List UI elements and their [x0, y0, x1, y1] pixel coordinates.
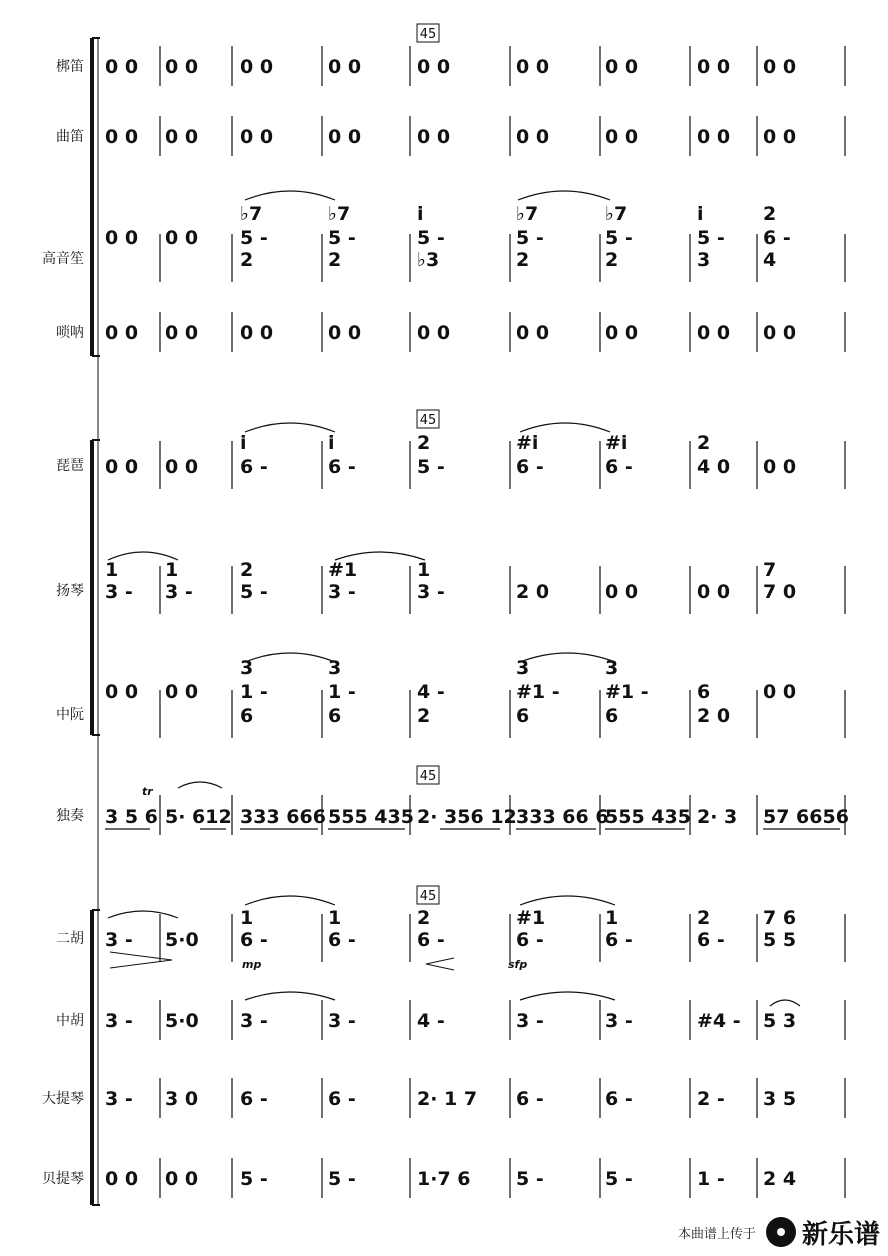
tie-zhonghu-3	[770, 1000, 800, 1006]
notes-solo-1: 5· 612	[165, 806, 232, 828]
instrument-label-erhu: 二胡	[56, 931, 84, 947]
notes-solo-8: 57 6656	[763, 806, 849, 828]
notes-bangdi-6: 0 0	[605, 56, 639, 78]
rehearsal-mark-2: 45	[419, 769, 437, 784]
notes-erhu-bot-1: 5·0	[165, 929, 199, 951]
brand-name: 新乐谱	[801, 1219, 880, 1250]
notes-erhu-top-6: 1	[605, 907, 619, 929]
notes-sheng-bot-6: 2	[605, 249, 619, 271]
notes-sheng-top-5: ♭7	[516, 203, 539, 225]
notes-suona-3: 0 0	[328, 322, 362, 344]
record-disc-icon	[766, 1217, 796, 1247]
notes-datiqin-1: 3 0	[165, 1088, 199, 1110]
notes-suona-2: 0 0	[240, 322, 274, 344]
notes-suona-7: 0 0	[697, 322, 731, 344]
notes-sheng-top-8: 2	[763, 203, 777, 225]
notes-sheng-mid-0: 0 0	[105, 227, 139, 249]
notes-yangqin-top-4: 1	[417, 559, 431, 581]
notes-suona-8: 0 0	[763, 322, 797, 344]
notes-zhonghu-1: 5·0	[165, 1010, 199, 1032]
notes-zhongruan-bot-2: 6	[240, 705, 254, 727]
notes-zhongruan-mid-8: 0 0	[763, 681, 797, 703]
instrument-label-bangdi: 梆笛	[56, 59, 84, 75]
notes-solo-0: 3 5 6	[105, 806, 158, 828]
notes-bangdi-5: 0 0	[516, 56, 550, 78]
notes-sheng-mid-1: 0 0	[165, 227, 199, 249]
notes-sheng-bot-5: 2	[516, 249, 530, 271]
notes-qudi-0: 0 0	[105, 126, 139, 148]
notes-erhu-top-5: #1	[516, 907, 546, 929]
notes-datiqin-7: 2 -	[697, 1088, 725, 1110]
notes-yangqin-top-0: 1	[105, 559, 119, 581]
notes-zhongruan-mid-7: 6	[697, 681, 711, 703]
instrument-label-suona: 唢呐	[56, 325, 84, 341]
notes-datiqin-3: 6 -	[328, 1088, 356, 1110]
notes-qudi-4: 0 0	[417, 126, 451, 148]
notes-sheng-mid-5: 5 -	[516, 227, 544, 249]
instrument-label-zhongruan: 中阮	[56, 707, 84, 723]
notes-yangqin-bot-1: 3 -	[165, 581, 193, 603]
notes-suona-5: 0 0	[516, 322, 550, 344]
hairpin-decresc	[110, 952, 172, 968]
notes-bangdi-1: 0 0	[165, 56, 199, 78]
notes-erhu-bot-5: 6 -	[516, 929, 544, 951]
notes-bangdi-2: 0 0	[240, 56, 274, 78]
instrument-label-beitiqin: 贝提琴	[42, 1171, 84, 1187]
notes-solo-4: 2· 356 12	[417, 806, 517, 828]
notes-datiqin-6: 6 -	[605, 1088, 633, 1110]
notes-zhongruan-top-2: 3	[240, 657, 254, 679]
rehearsal-mark-0: 45	[419, 27, 437, 42]
notes-zhongruan-bot-5: 6	[516, 705, 530, 727]
slur-solo-1	[178, 782, 222, 788]
notes-zhongruan-bot-4: 2	[417, 705, 431, 727]
notes-erhu-top-7: 2	[697, 907, 711, 929]
tie-sheng-2	[518, 191, 610, 200]
notes-erhu-bot-4: 6 -	[417, 929, 445, 951]
notes-zhongruan-top-5: 3	[516, 657, 530, 679]
notes-beitiqin-4: 1·7 6	[417, 1168, 471, 1190]
notes-zhongruan-mid-2: 1 -	[240, 681, 268, 703]
tie-erhu-1	[245, 896, 335, 905]
notes-zhonghu-8: 5 3	[763, 1010, 797, 1032]
notes-bangdi-4: 0 0	[417, 56, 451, 78]
notes-sheng-bot-2: 2	[240, 249, 254, 271]
brand-logo[interactable]	[766, 1214, 880, 1251]
trill-mark: tr	[142, 785, 153, 798]
notes-yangqin-top-3: #1	[328, 559, 358, 581]
notes-erhu-bot-3: 6 -	[328, 929, 356, 951]
rehearsal-mark-3: 45	[419, 889, 437, 904]
notes-pipa-bot-6: 6 -	[605, 456, 633, 478]
tie-erhu-3	[108, 911, 178, 918]
notes-zhonghu-2: 3 -	[240, 1010, 268, 1032]
notes-sheng-mid-3: 5 -	[328, 227, 356, 249]
footer	[678, 1214, 880, 1250]
notes-pipa-top-2: i	[240, 432, 247, 454]
notes-yangqin-bot-7: 0 0	[697, 581, 731, 603]
notes-sheng-mid-4: 5 -	[417, 227, 445, 249]
notes-solo-2: 333 666	[240, 806, 326, 828]
notes-zhonghu-5: 3 -	[516, 1010, 544, 1032]
notes-datiqin-8: 3 5	[763, 1088, 797, 1110]
notes-sheng-mid-7: 5 -	[697, 227, 725, 249]
notes-zhongruan-mid-5: #1 -	[516, 681, 560, 703]
dynamic-sfp: sfp	[508, 958, 528, 971]
notes-erhu-bot-6: 6 -	[605, 929, 633, 951]
notes-pipa-bot-0: 0 0	[105, 456, 139, 478]
notes-sheng-mid-2: 5 -	[240, 227, 268, 249]
notes-pipa-top-3: i	[328, 432, 335, 454]
notes-pipa-top-6: #i	[605, 432, 628, 454]
notes-solo-3: 555 435	[328, 806, 414, 828]
notes-qudi-7: 0 0	[697, 126, 731, 148]
notes-sheng-bot-8: 4	[763, 249, 777, 271]
notes-pipa-bot-1: 0 0	[165, 456, 199, 478]
notes-bangdi-0: 0 0	[105, 56, 139, 78]
notes-zhongruan-bot-7: 2 0	[697, 705, 731, 727]
notes-qudi-6: 0 0	[605, 126, 639, 148]
notes-zhongruan-top-6: 3	[605, 657, 619, 679]
notes-datiqin-0: 3 -	[105, 1088, 133, 1110]
notes-zhongruan-mid-1: 0 0	[165, 681, 199, 703]
notes-erhu-top-2: 1	[240, 907, 254, 929]
notes-pipa-bot-7: 4 0	[697, 456, 731, 478]
notes-zhongruan-mid-0: 0 0	[105, 681, 139, 703]
notes-erhu-top-8: 7 6	[763, 907, 797, 929]
notes-erhu-bot-8: 5 5	[763, 929, 797, 951]
notes-sheng-top-7: i	[697, 203, 704, 225]
notes-beitiqin-3: 5 -	[328, 1168, 356, 1190]
notes-pipa-top-5: #i	[516, 432, 539, 454]
notes-yangqin-bot-4: 3 -	[417, 581, 445, 603]
tie-zhongruan-1	[245, 653, 335, 662]
notes-pipa-bot-2: 6 -	[240, 456, 268, 478]
notes-pipa-bot-4: 5 -	[417, 456, 445, 478]
notes-beitiqin-5: 5 -	[516, 1168, 544, 1190]
notes-sheng-top-2: ♭7	[240, 203, 263, 225]
notes-suona-0: 0 0	[105, 322, 139, 344]
tie-erhu-2	[520, 896, 615, 905]
tie-zhonghu-2	[520, 992, 615, 1000]
notes-suona-6: 0 0	[605, 322, 639, 344]
notes-datiqin-5: 6 -	[516, 1088, 544, 1110]
notes-suona-4: 0 0	[417, 322, 451, 344]
notes-yangqin-top-8: 7	[763, 559, 777, 581]
notes-yangqin-top-2: 2	[240, 559, 254, 581]
notes-solo-6: 555 435	[605, 806, 691, 828]
notes-yangqin-bot-3: 3 -	[328, 581, 356, 603]
notes-erhu-bot-7: 6 -	[697, 929, 725, 951]
notes-erhu-bot-2: 6 -	[240, 929, 268, 951]
instrument-label-pipa: 琵琶	[56, 458, 84, 474]
rehearsal-mark-1: 45	[419, 413, 437, 428]
notes-bangdi-8: 0 0	[763, 56, 797, 78]
notes-qudi-3: 0 0	[328, 126, 362, 148]
instrument-label-sheng: 高音笙	[42, 251, 84, 267]
upload-note: 本曲谱上传于	[677, 1225, 756, 1241]
notes-qudi-5: 0 0	[516, 126, 550, 148]
notes-beitiqin-7: 1 -	[697, 1168, 725, 1190]
tie-pipa-2	[520, 423, 610, 432]
notes-sheng-bot-4: ♭3	[417, 249, 440, 271]
notes-beitiqin-2: 5 -	[240, 1168, 268, 1190]
notes-beitiqin-6: 5 -	[605, 1168, 633, 1190]
notes-erhu-bot-0: 3 -	[105, 929, 133, 951]
notes-bangdi-7: 0 0	[697, 56, 731, 78]
notes-datiqin-4: 2· 1 7	[417, 1088, 478, 1110]
instrument-label-yangqin: 扬琴	[56, 583, 84, 599]
notes-sheng-top-3: ♭7	[328, 203, 351, 225]
notes-pipa-top-4: 2	[417, 432, 431, 454]
notes-qudi-1: 0 0	[165, 126, 199, 148]
tie-zhongruan-2	[520, 653, 615, 662]
notes-sheng-bot-3: 2	[328, 249, 342, 271]
notes-qudi-8: 0 0	[763, 126, 797, 148]
notes-yangqin-bot-8: 7 0	[763, 581, 797, 603]
hairpin-cresc	[426, 958, 454, 970]
notes-zhongruan-bot-3: 6	[328, 705, 342, 727]
notes-zhongruan-mid-6: #1 -	[605, 681, 649, 703]
notes-beitiqin-8: 2 4	[763, 1168, 797, 1190]
notes-yangqin-bot-0: 3 -	[105, 581, 133, 603]
notes-sheng-mid-8: 6 -	[763, 227, 791, 249]
notes-sheng-bot-7: 3	[697, 249, 711, 271]
notes-erhu-top-3: 1	[328, 907, 342, 929]
notes-pipa-top-7: 2	[697, 432, 711, 454]
tie-pipa-1	[245, 423, 335, 432]
notes-zhongruan-mid-3: 1 -	[328, 681, 356, 703]
instrument-label-datiqin: 大提琴	[42, 1091, 84, 1107]
notes-zhonghu-7: #4 -	[697, 1010, 741, 1032]
notes-pipa-bot-3: 6 -	[328, 456, 356, 478]
notes-pipa-bot-8: 0 0	[763, 456, 797, 478]
notes-yangqin-top-1: 1	[165, 559, 179, 581]
tie-sheng-1	[245, 191, 335, 200]
instrument-label-zhonghu: 中胡	[56, 1013, 84, 1029]
instrument-label-qudi: 曲笛	[56, 129, 84, 145]
notes-zhonghu-3: 3 -	[328, 1010, 356, 1032]
notes-erhu-top-4: 2	[417, 907, 431, 929]
notes-zhonghu-4: 4 -	[417, 1010, 445, 1032]
notes-solo-7: 2· 3	[697, 806, 738, 828]
notes-bangdi-3: 0 0	[328, 56, 362, 78]
notes-yangqin-bot-6: 0 0	[605, 581, 639, 603]
notes-yangqin-bot-2: 5 -	[240, 581, 268, 603]
notes-sheng-mid-6: 5 -	[605, 227, 633, 249]
notes-sheng-top-6: ♭7	[605, 203, 628, 225]
notes-yangqin-bot-5: 2 0	[516, 581, 550, 603]
notes-suona-1: 0 0	[165, 322, 199, 344]
notes-zhongruan-bot-6: 6	[605, 705, 619, 727]
notes-beitiqin-1: 0 0	[165, 1168, 199, 1190]
instrument-label-solo: 独奏	[56, 808, 84, 824]
tie-zhonghu-1	[245, 992, 335, 1000]
notes-zhonghu-6: 3 -	[605, 1010, 633, 1032]
notes-zhongruan-top-3: 3	[328, 657, 342, 679]
notes-datiqin-2: 6 -	[240, 1088, 268, 1110]
notes-zhongruan-mid-4: 4 -	[417, 681, 445, 703]
notes-beitiqin-0: 0 0	[105, 1168, 139, 1190]
notes-sheng-top-4: i	[417, 203, 424, 225]
notes-solo-5: 333 66 6	[516, 806, 609, 828]
notes-qudi-2: 0 0	[240, 126, 274, 148]
notes-zhonghu-0: 3 -	[105, 1010, 133, 1032]
notes-pipa-bot-5: 6 -	[516, 456, 544, 478]
dynamic-mp: mp	[242, 958, 262, 971]
